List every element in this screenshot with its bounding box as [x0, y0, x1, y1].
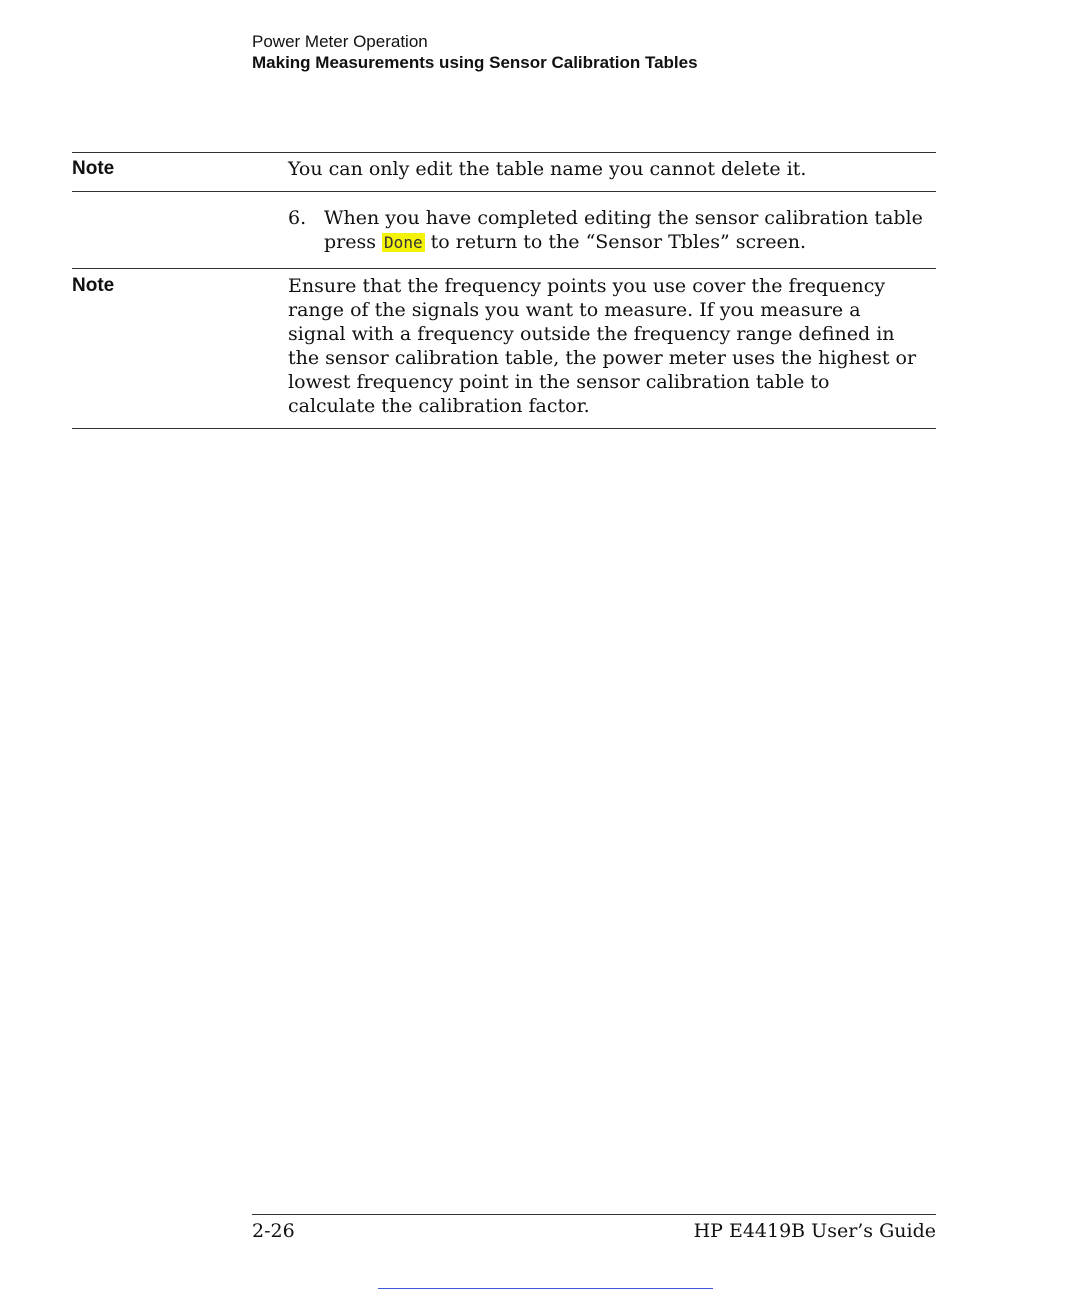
- note2-top-rule: [72, 268, 936, 269]
- note1-label: Note: [72, 158, 115, 179]
- done-softkey: Done: [384, 233, 423, 252]
- note2-text: Ensure that the frequency points you use cover the frequency range of the signals you want to measure. If you measure a signal with a frequency outside the frequency range defined in the sensor calibration table, the power meter uses the highest or lowest frequency point in the sensor calibration table to calculate the calibration factor.: [288, 275, 917, 417]
- footer-rule: [252, 1214, 936, 1215]
- step-text-before: When you have completed editing the sensor calibration table press: [324, 207, 923, 253]
- note1-text: You can only edit the table name you cannot delete it.: [288, 158, 807, 180]
- step-6: [288, 206, 928, 255]
- note1-top-rule: [72, 152, 936, 153]
- page-header: [252, 32, 698, 74]
- page-number: 2-26: [252, 1220, 295, 1242]
- step-number: 6.: [288, 207, 307, 229]
- page-title: Making Measurements using Sensor Calibration Tables: [252, 53, 698, 72]
- step-text-after: to return to the “Sensor Tbles” screen.: [430, 231, 806, 253]
- section-title: Power Meter Operation: [252, 32, 428, 51]
- guide-title: HP E4419B User’s Guide: [693, 1220, 936, 1242]
- note2-bottom-rule: [72, 428, 936, 429]
- link-underline: [378, 1288, 713, 1289]
- note2-label: Note: [72, 275, 115, 296]
- note1-bottom-rule: [72, 191, 936, 192]
- step-text: [324, 206, 928, 255]
